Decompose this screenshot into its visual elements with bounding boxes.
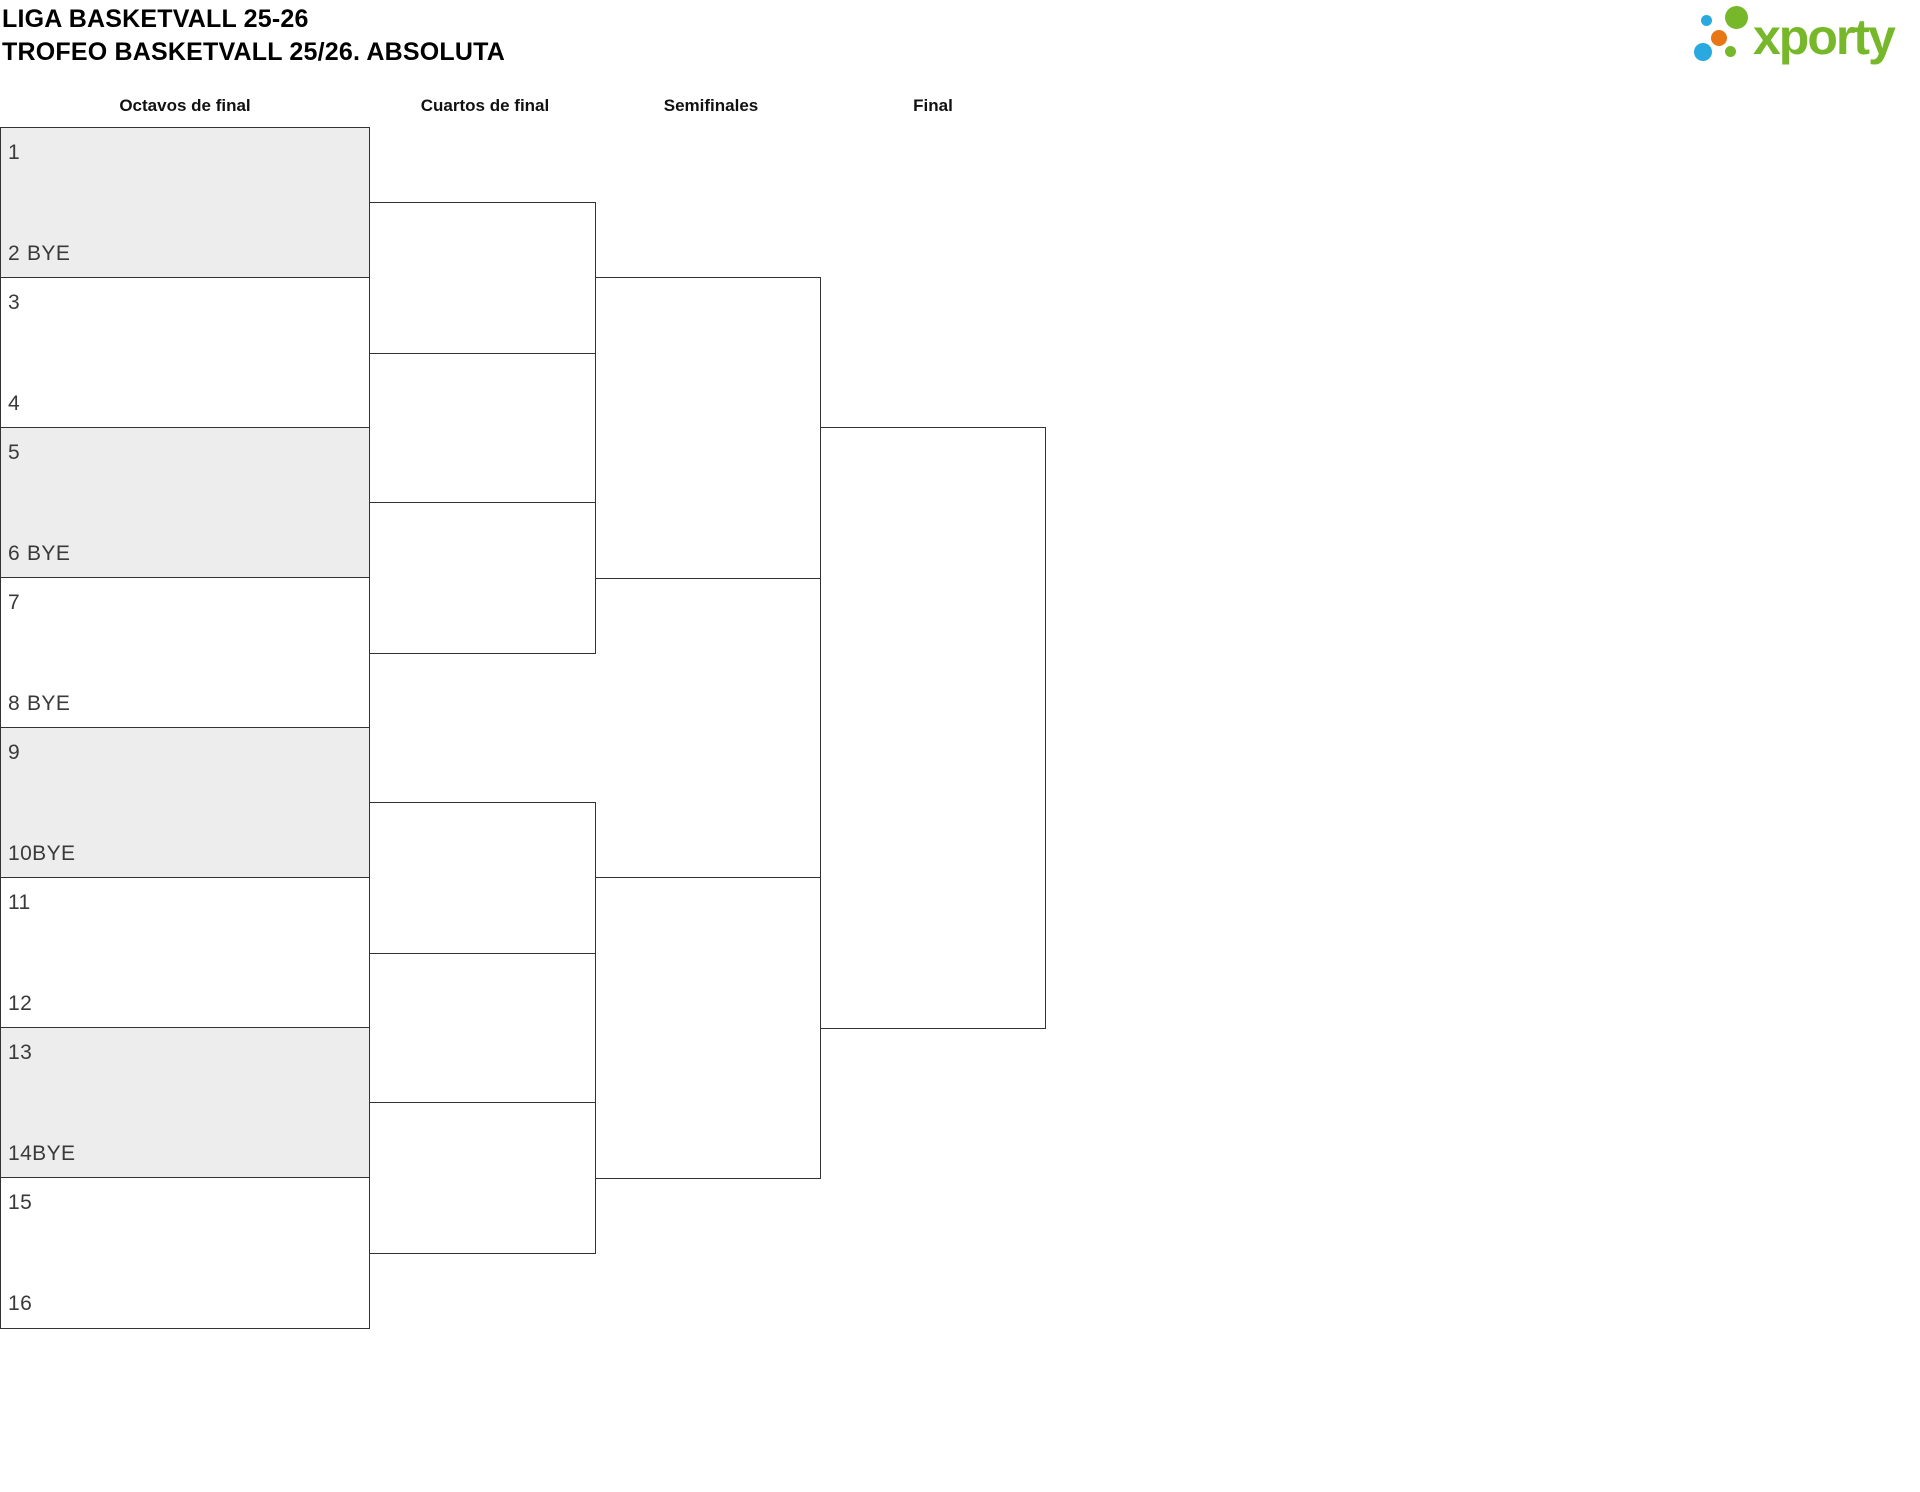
round-header-cuartos: Cuartos de final bbox=[420, 96, 550, 115]
logo-dot-green-large-icon bbox=[1725, 6, 1748, 29]
seed-slot-10 bbox=[8, 841, 363, 867]
seed-number: 11 bbox=[8, 891, 31, 914]
match-final bbox=[820, 427, 1047, 1029]
seed-number: 13 bbox=[8, 1041, 33, 1064]
seed-slot-12 bbox=[8, 991, 363, 1017]
seed-number: 15 bbox=[8, 1191, 33, 1214]
seed-number: 8 bbox=[8, 691, 21, 715]
league-title: LIGA BASKETVALL 25-26 bbox=[2, 5, 309, 33]
round-header-final: Final bbox=[913, 96, 953, 115]
tournament-title: TROFEO BASKETVALL 25/26. ABSOLUTA bbox=[2, 38, 505, 66]
bye-label: BYE bbox=[32, 841, 76, 865]
seed-slot-1 bbox=[8, 140, 363, 166]
seed-slot-15 bbox=[8, 1190, 363, 1216]
round-header-semifinales: Semifinales bbox=[663, 96, 759, 115]
match-sf-2 bbox=[595, 877, 822, 1179]
seed-number: 2 bbox=[8, 241, 21, 265]
logo-dot-green-small-icon bbox=[1725, 46, 1736, 57]
match-r16-4 bbox=[0, 577, 370, 729]
seed-number: 16 bbox=[8, 1291, 33, 1315]
seed-number: 4 bbox=[8, 391, 21, 415]
seed-number: 1 bbox=[8, 141, 21, 164]
match-sf-1 bbox=[595, 277, 822, 579]
match-qf-3 bbox=[369, 802, 596, 954]
bye-label: BYE bbox=[32, 1141, 76, 1165]
page-title-block bbox=[2, 3, 505, 69]
match-qf-1 bbox=[369, 202, 596, 354]
match-r16-3 bbox=[0, 427, 370, 579]
seed-number: 9 bbox=[8, 741, 21, 764]
bye-label: BYE bbox=[27, 541, 71, 565]
seed-number: 7 bbox=[8, 591, 21, 614]
seed-number: 3 bbox=[8, 291, 21, 314]
seed-slot-13 bbox=[8, 1040, 363, 1066]
seed-number: 12 bbox=[8, 991, 33, 1015]
seed-number: 5 bbox=[8, 441, 21, 464]
seed-slot-5 bbox=[8, 440, 363, 466]
seed-number: 10 bbox=[8, 841, 33, 865]
match-r16-2 bbox=[0, 277, 370, 429]
match-qf-2 bbox=[369, 502, 596, 654]
seed-slot-8 bbox=[8, 691, 363, 717]
match-r16-8 bbox=[0, 1177, 370, 1329]
match-r16-7 bbox=[0, 1027, 370, 1179]
seed-slot-11 bbox=[8, 890, 363, 916]
seed-slot-16 bbox=[8, 1291, 363, 1317]
logo-brand-text: xporty bbox=[1753, 9, 1894, 65]
seed-number: 14 bbox=[8, 1141, 33, 1165]
round-header-octavos: Octavos de final bbox=[119, 96, 251, 115]
bye-label: BYE bbox=[27, 691, 71, 715]
match-r16-5 bbox=[0, 727, 370, 879]
match-r16-1 bbox=[0, 127, 370, 279]
logo-dot-orange-icon bbox=[1711, 30, 1727, 46]
seed-slot-6 bbox=[8, 541, 363, 567]
bye-label: BYE bbox=[27, 241, 71, 265]
seed-slot-4 bbox=[8, 391, 363, 417]
seed-number: 6 bbox=[8, 541, 21, 565]
match-qf-4 bbox=[369, 1102, 596, 1254]
seed-slot-14 bbox=[8, 1141, 363, 1167]
logo-dot-blue-small-icon bbox=[1701, 15, 1712, 26]
seed-slot-3 bbox=[8, 290, 363, 316]
logo-dot-blue-large-icon bbox=[1694, 43, 1712, 61]
seed-slot-7 bbox=[8, 590, 363, 616]
seed-slot-9 bbox=[8, 740, 363, 766]
seed-slot-2 bbox=[8, 241, 363, 267]
match-r16-6 bbox=[0, 877, 370, 1029]
